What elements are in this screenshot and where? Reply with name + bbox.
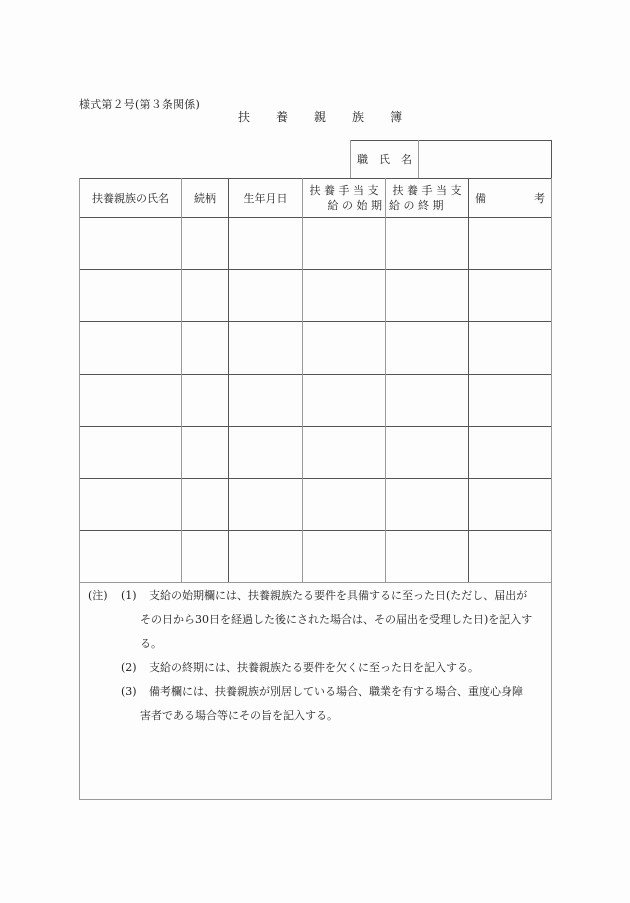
note-2-number: (2) (121, 661, 137, 674)
form-number-label: 様式第２号(第３条関係) (79, 98, 200, 111)
note-3-line-1: 備考欄には、扶養親族が別居している場合、職業を有する場合、重度心身障 (149, 685, 523, 698)
page-title (238, 108, 428, 125)
header-line: 給 の 終 期 (389, 199, 444, 212)
header-line: 扶 養 手 当 支 (392, 184, 462, 197)
header-line: 給 の 始 期 (327, 199, 382, 212)
title-char: 簿 (390, 110, 403, 124)
column-header-birthdate: 生年月日 (243, 191, 288, 205)
title-char: 扶 (238, 110, 251, 124)
note-3-line-2: 害者である場合等にその旨を記入する。 (140, 709, 338, 722)
note-1-line-1: 支給の始期欄には、扶養親族たる要件を具備するに至った日(ただし、届出が (149, 589, 528, 602)
title-char: 族 (352, 110, 365, 124)
staff-name-field[interactable] (419, 141, 551, 178)
note-1-line-3: る。 (140, 637, 162, 650)
header-remarks-right: 考 (534, 191, 545, 205)
column-header-relationship: 続柄 (194, 191, 216, 205)
title-char: 親 (314, 110, 327, 124)
note-1-number: (1) (121, 589, 137, 602)
column-header-dependent-name: 扶養親族の氏名 (92, 191, 169, 205)
column-header-allowance-end (386, 179, 468, 217)
note-1-line-2: その日から30日を経過した後にされた場合は、その届出を受理した日)を記入す (140, 613, 533, 626)
column-header-allowance-start (303, 179, 385, 217)
header-remarks-left: 備 (475, 191, 486, 205)
note-2-line-1: 支給の終期には、扶養親族たる要件を欠くに至った日を記入する。 (149, 661, 479, 674)
staff-name-label: 職 氏 名 (357, 153, 412, 166)
notes-prefix: (注) (88, 589, 108, 602)
column-header-remarks (469, 179, 551, 217)
notes-section (79, 582, 551, 800)
note-3-number: (3) (121, 685, 137, 698)
title-char: 養 (276, 110, 289, 124)
header-line: 扶 養 手 当 支 (309, 184, 379, 197)
